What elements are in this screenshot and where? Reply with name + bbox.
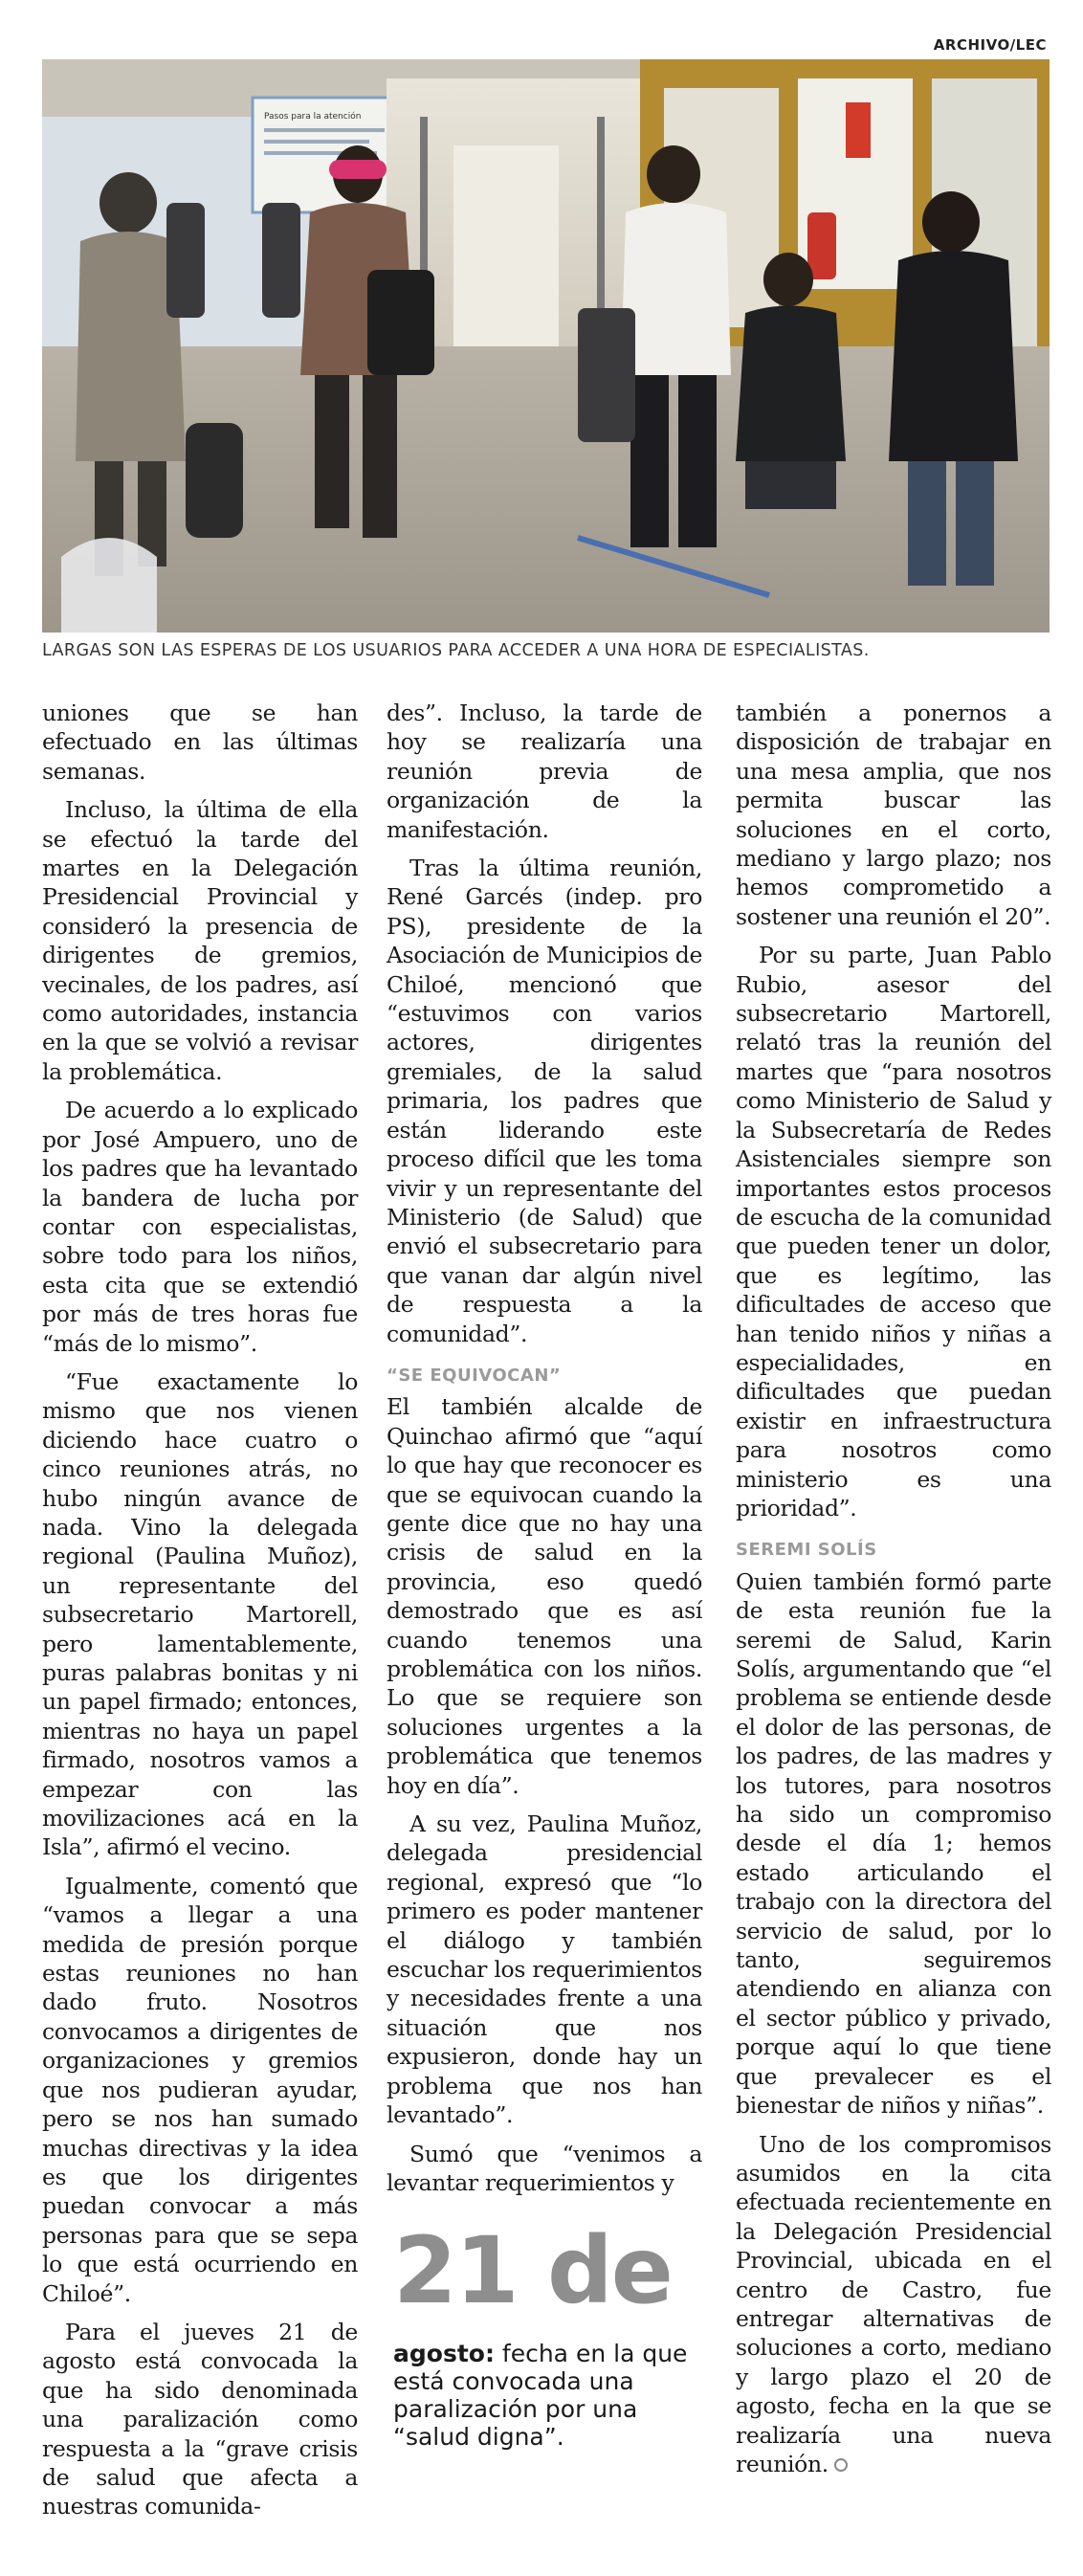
highlight-text: [393, 2340, 709, 2451]
paragraph: El también alcalde de Quinchao afirmó que “aquí lo que hay que reconocer es que se equivocan cuando la gente dice que no hay una crisis de salud en la provincia, eso quedó demostrado que es así cuando tenemos una problemática con los niños. Lo que se requiere son soluciones urgentes a la problemática que tenemos hoy en día”.: [387, 1393, 702, 1799]
paragraph-text: Uno de los compromisos asumidos en la cita efectuada recientemente en la Delegación Presidencial Provincial, ubicada en el centro de Castro, fue entregar alternativas de soluciones a corto, mediano y largo plazo el 20 de agosto, fecha en la que se realizaría una nueva reunión.: [736, 2130, 1051, 2477]
paragraph: Para el jueves 21 de agosto está convocada la que ha sido denominada una paralización como respuesta a la “grave crisis de salud que afecta a nuestras comunida-: [42, 2318, 358, 2520]
paragraph: Quien también formó parte de esta reunión fue la seremi de Salud, Karin Solís, argumentando que “el problema se entiende desde el dolor de las personas, de los padres, de las madres y los tutores, para nosotros ha sido un compromiso desde el día 1; hemos estado articulando el trabajo con la directora del servicio de salud, por lo tanto, seguiremos atendiendo en alianza con el sector público y privado, porque aquí lo que tiene que prevalecer es el bienestar de niños y niñas”.: [736, 1567, 1051, 2120]
end-of-article-icon: [834, 2458, 848, 2472]
highlight-lead: agosto:: [393, 2340, 495, 2367]
article-column-2: [387, 699, 702, 2207]
subheading-seremi-solis: SEREMI SOLÍS: [736, 1540, 877, 1561]
highlight-stat: [393, 2217, 709, 2451]
paragraph: Sumó que “venimos a levantar requerimientos y: [387, 2140, 702, 2196]
subheading-se-equivocan: “SE EQUIVOCAN”: [387, 1365, 562, 1386]
article-column-1: [42, 699, 358, 2531]
highlight-number: 21 de: [393, 2217, 672, 2324]
paragraph: también a ponernos a disposición de trabajar en una mesa amplia, que nos permita buscar las soluciones en el corto, mediano y largo plazo; nos hemos comprometido a sostener una reunión el 20”.: [736, 700, 1051, 930]
highlight-body: fecha en la que está convocada una paralización por una “salud digna”.: [393, 2340, 688, 2451]
paragraph: Tras la última reunión, René Garcés (indep. pro PS), presidente de la Asociación de Municipios de Chiloé, mencionó que “estuvimos con varios actores, dirigentes gremiales, de la salud primaria, los padres que están liderando este proceso difícil que les toma vivir y un representante del Ministerio (de Salud) que envió el subsecretario para que vanan dar algún nivel de respuesta a la comunidad”.: [387, 855, 702, 1347]
paragraph: [736, 2130, 1051, 2479]
article-column-3: [736, 699, 1051, 2488]
waiting-room-photo: [42, 59, 1050, 633]
sign-text: Pasos para la atención: [264, 112, 362, 122]
news-photo: [42, 59, 1050, 633]
photo-caption: LARGAS SON LAS ESPERAS DE LOS USUARIOS PARA ACCEDER A UNA HORA DE ESPECIALISTAS.: [42, 641, 870, 660]
paragraph: “Fue exactamente lo mismo que nos vienen diciendo hace cuatro o cinco reuniones atrás, no hubo ningún avance de nada. Vino la delegada regional (Paulina Muñoz), un representante del subsecretario Martorell, pero lamentablemente, puras palabras bonitas y ni un papel firmado; entonces, mientras no haya un papel firmado, nosotros vamos a empezar con las movilizaciones acá en la Isla”, afirmó el vecino.: [42, 1367, 358, 1861]
photo-credit: ARCHIVO/LEC: [933, 36, 1047, 54]
paragraph: Igualmente, comentó que “vamos a llegar a una medida de presión porque estas reuniones no han dado fruto. Nosotros convocamos a dirigentes de organizaciones y gremios que nos pudieran ayudar, pero se nos han sumado muchas directivas y la idea es que los dirigentes puedan convocar a más personas para que se sepa lo que está ocurriendo en Chiloé”.: [42, 1872, 358, 2307]
paragraph: Incluso, la última de ella se efectuó la tarde del martes en la Delegación Presidencial Provincial y consideró la presencia de dirigentes de gremios, vecinales, de los padres, así como autoridades, instancia en la que se volvió a revisar la problemática.: [42, 796, 358, 1085]
paragraph: uniones que se han efectuado en las últimas semanas.: [42, 700, 358, 785]
paragraph: Por su parte, Juan Pablo Rubio, asesor del subsecretario Martorell, relató tras la reunión del martes que “para nosotros como Ministerio de Salud y la Subsecretaría de Redes Asistenciales siempre son importantes estos procesos de escucha de la comunidad que pueden tener un dolor, que es legítimo, las dificultades de acceso que han tenido niños y niñas a especialidades, en dificultades que puedan existir en infraestructura para nosotros como ministerio es una prioridad”.: [736, 942, 1051, 1521]
paragraph: A su vez, Paulina Muñoz, delegada presidencial regional, expresó que “lo primero es poder mantener el diálogo y también escuchar los requerimientos y necesidades frente a una situación que nos expusieron, donde hay un problema que nos han levantado”.: [387, 1810, 702, 2129]
paragraph: De acuerdo a lo explicado por José Ampuero, uno de los padres que ha levantado la bandera de lucha por contar con especialistas, sobre todo para los niños, esta cita que se extendió por más de tres horas fue “más de lo mismo”.: [42, 1097, 358, 1357]
paragraph: des”. Incluso, la tarde de hoy se realizaría una reunión previa de organización de la manifestación.: [387, 700, 702, 843]
